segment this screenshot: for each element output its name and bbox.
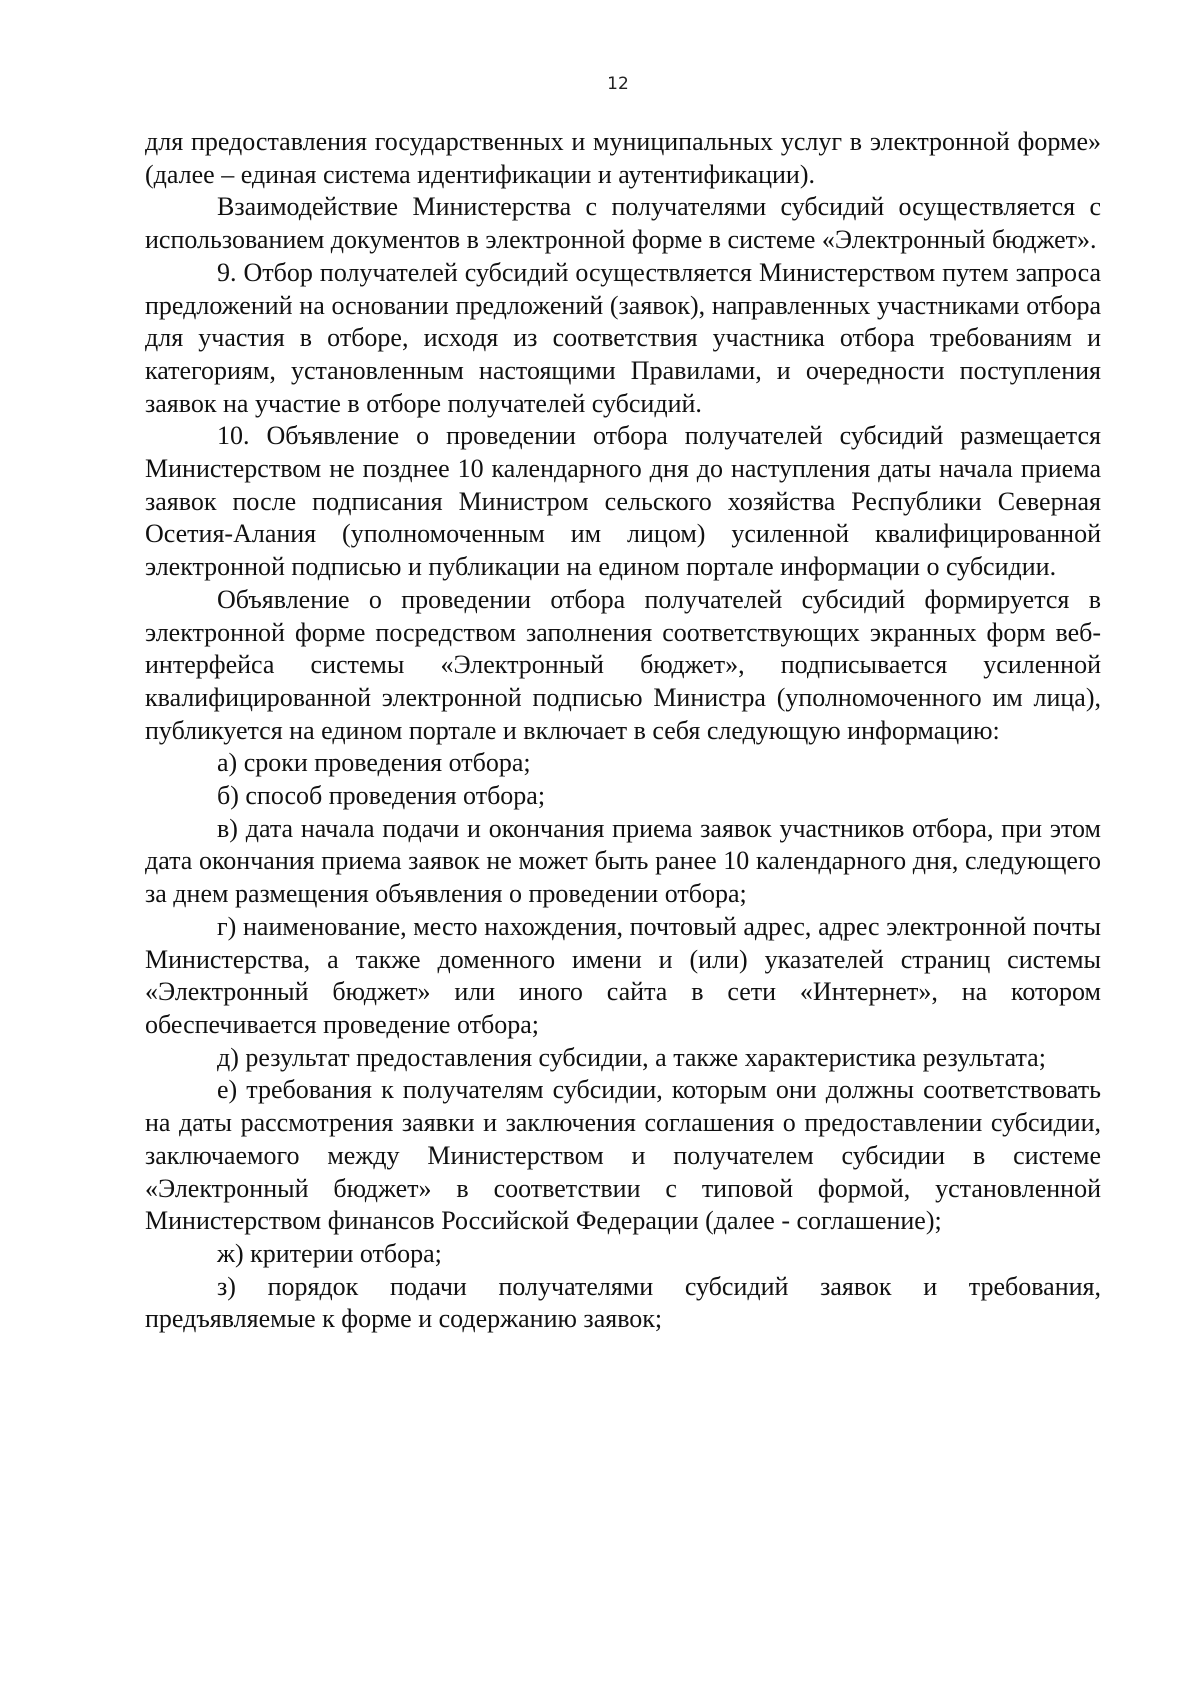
document-body: [145, 126, 1101, 1336]
list-item-zh: ж) критерии отбора;: [217, 1238, 442, 1268]
paragraph-item-10: 10. Объявление о проведении отбора получателей субсидий размещается Министерством не позднее 10 календарного дня до наступления даты начала приема заявок после подписания Министром сельского хозяйства Республики Северная Осетия-Алания (уполномоченным им лицом) усиленной квалифицированной электронной подписью и публикации на едином портале информации о субсидии.: [145, 421, 1101, 582]
paragraph-announcement: Объявление о проведении отбора получателей субсидий формируется в электронной форме посредством заполнения соответствующих экранных форм веб-интерфейса системы «Электронный бюджет», подписывается усиленной квалифицированной электронной подписью Министра (уполномоченного им лица), публикуется на едином портале и включает в себя следующую информацию:: [145, 584, 1101, 745]
list-item-d: д) результат предоставления субсидии, а также характеристика результата;: [217, 1042, 1046, 1072]
list-item-z: з) порядок подачи получателями субсидий заявок и требования, предъявляемые к форме и содержанию заявок;: [145, 1271, 1101, 1334]
list-item-a: а) сроки проведения отбора;: [217, 748, 531, 778]
paragraph-interaction: Взаимодействие Министерства с получателями субсидий осуществляется с использованием документов в электронной форме в системе «Электронный бюджет».: [145, 192, 1101, 255]
paragraph-item-9: 9. Отбор получателей субсидий осуществляется Министерством путем запроса предложений на основании предложений (заявок), направленных участниками отбора для участия в отборе, исходя из соответствия участника отбора требованиям и категориям, установленным настоящими Правилами, и очередности поступления заявок на участие в отборе получателей субсидий.: [145, 257, 1101, 418]
paragraph-continuation: для предоставления государственных и муниципальных услуг в электронной форме» (далее – единая система идентификации и аутентификации).: [145, 127, 1101, 189]
list-item-e: е) требования к получателям субсидии, которым они должны соответствовать на даты рассмотрения заявки и заключения соглашения о предоставлении субсидии, заключаемого между Министерством и получателем субсидии в системе «Электронный бюджет» в соответствии с типовой формой, установленной Министерством финансов Российской Федерации (далее - соглашение);: [145, 1075, 1101, 1236]
list-item-b: б) способ проведения отбора;: [217, 781, 546, 811]
page-number: 12: [607, 74, 629, 94]
list-item-v: в) дата начала подачи и окончания приема заявок участников отбора, при этом дата окончания приема заявок не может быть ранее 10 календарного дня, следующего за днем размещения объявления о проведении отбора;: [145, 813, 1101, 909]
list-item-g: г) наименование, место нахождения, почтовый адрес, адрес электронной почты Министерства, а также доменного имени и (или) указателей страниц системы «Электронный бюджет» или иного сайта в сети «Интернет», на котором обеспечивается проведение отбора;: [145, 911, 1101, 1039]
